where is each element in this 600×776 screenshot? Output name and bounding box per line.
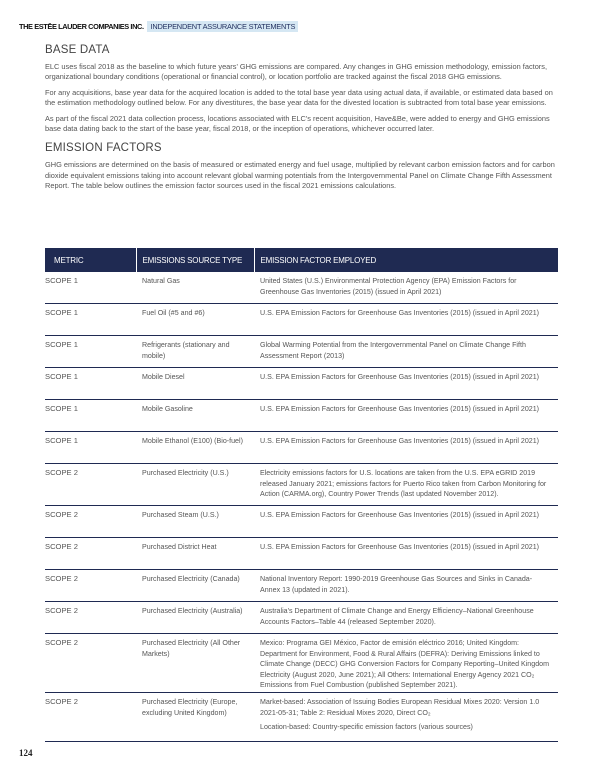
source-cell: [136, 336, 254, 368]
location-based-note: Location-based: Country-specific emission factors (various sources): [260, 723, 473, 731]
base-data-paragraph: ELC uses fiscal 2018 as the baseline to which future years' GHG emissions are compared. Any changes in GHG emission methodology, emission factors, organizational boundary conditions (operational or financial control), or location portfolio are tracked against the fiscal 2018 GHG emissions.: [45, 62, 548, 82]
source-cell: [136, 693, 254, 742]
factor-cell-text: Electricity emissions factors for U.S. locations are taken from the U.S. EPA eGRID 2019 released January 2021; emissions factors for Puerto Rico taken from Carbon Monitoring for Action (CARMA.org), Country Power Trends (last updated November 2012).: [260, 469, 547, 498]
factor-cell-text: U.S. EPA Emission Factors for Greenhouse Gas Inventories (2015) (issued in April 2021): [260, 543, 540, 551]
factor-cell-text: Global Warming Potential from the Intergovernmental Panel on Climate Change Fifth Assessment Report (2013): [260, 341, 526, 360]
source-cell-text: Refrigerants (stationary and mobile): [142, 341, 230, 360]
source-cell-text: Purchased District Heat: [142, 543, 217, 551]
metric-cell-text: SCOPE 1: [45, 372, 78, 381]
factor-cell: [254, 432, 558, 464]
metric-cell: [45, 602, 136, 634]
factor-cell-text: National Inventory Report: 1990-2019 Greenhouse Gas Sources and Sinks in Canada-Annex 13 (updated in 2021).: [260, 575, 533, 594]
source-cell: [136, 304, 254, 336]
section-label: INDEPENDENT ASSURANCE STATEMENTS: [147, 21, 298, 32]
metric-cell-text: SCOPE 1: [45, 276, 78, 285]
source-cell: [136, 400, 254, 432]
source-cell-text: Mobile Ethanol (E100) (Bio-fuel): [142, 437, 243, 445]
factor-cell-text: U.S. EPA Emission Factors for Greenhouse Gas Inventories (2015) (issued in April 2021): [260, 511, 540, 519]
table-header-row: [45, 248, 558, 272]
metric-cell: [45, 464, 136, 506]
metric-cell: [45, 336, 136, 368]
metric-cell-text: SCOPE 2: [45, 510, 78, 519]
base-data-paragraph: For any acquisitions, base year data for the acquired location is added to the total base year data using actual data, if available, or estimated data based on the estimation methodology outlined below. For any divestitures, the base year data for the divested location is subtracted from total base year emissions.: [45, 87, 553, 108]
metric-cell: [45, 538, 136, 570]
metric-cell: [45, 400, 136, 432]
metric-cell: [45, 272, 136, 304]
metric-cell-text: SCOPE 2: [45, 606, 78, 615]
table-row: [45, 538, 558, 570]
factor-cell: [254, 634, 558, 693]
source-cell-text: Purchased Electricity (Canada): [142, 575, 240, 583]
factor-cell: [254, 400, 558, 432]
metric-cell-text: SCOPE 1: [45, 308, 78, 317]
source-cell-text: Natural Gas: [142, 277, 180, 285]
column-header-source: EMISSIONS SOURCE TYPE: [136, 248, 254, 272]
table-row: [45, 570, 558, 602]
source-cell-text: Purchased Electricity (Europe, excluding United Kingdom): [142, 698, 238, 717]
table-row: [45, 464, 558, 506]
metric-cell-text: SCOPE 1: [45, 436, 78, 445]
page-number: 124: [19, 748, 33, 758]
factor-cell-text: United States (U.S.) Environmental Protection Agency (EPA) Emission Factors for Greenhouse Gas Inventories (2015) (issued in April 2021): [260, 277, 517, 296]
factor-cell: [254, 272, 558, 304]
source-cell-text: Mobile Diesel: [142, 373, 185, 381]
metric-cell-text: SCOPE 2: [45, 574, 78, 583]
factor-cell-text: U.S. EPA Emission Factors for Greenhouse Gas Inventories (2015) (issued in April 2021): [260, 373, 540, 381]
factor-cell: [254, 538, 558, 570]
factor-cell: [254, 570, 558, 602]
metric-cell: [45, 693, 136, 742]
metric-cell-text: SCOPE 1: [45, 340, 78, 349]
table-row: [45, 693, 558, 742]
metric-cell: [45, 432, 136, 464]
table-row: [45, 602, 558, 634]
factor-cell-text: Mexico: Programa GEI México, Factor de emisión eléctrico 2016; United Kingdom: Department for Environment, Food & Rural Affairs (DEFRA): Deriving Emissions linked to Climate Change (DECC) GHG Conversion Factors for Company Reporting–United Kingdom Electricity (August 2020, June 2021); All Others: International Energy Agency 2021 CO₂ Emissions from Fuel Combustion (published September 2021).: [260, 639, 549, 689]
source-cell: [136, 272, 254, 304]
table-row: [45, 336, 558, 368]
factor-cell-text: Australia's Department of Climate Change and Energy Efficiency–National Greenhouse Accounts Factors–Table 44 (released September 2020).: [260, 607, 534, 626]
metric-cell: [45, 634, 136, 693]
emission-factors-paragraph: GHG emissions are determined on the basis of measured or estimated energy and fuel usage, multiplied by relevant carbon emission factors and for carbon dioxide equivalent emissions taking into account relevant global warming potentials from the Intergovernmental Panel on Climate Change Fifth Assessment Report. The table below outlines the emission factor sources used in the fiscal 2021 emissions calculations.: [45, 160, 555, 191]
source-cell: [136, 634, 254, 693]
column-header-metric: METRIC: [45, 248, 136, 272]
source-cell: [136, 464, 254, 506]
metric-cell: [45, 570, 136, 602]
table-row: [45, 272, 558, 304]
source-cell-text: Purchased Electricity (Australia): [142, 607, 243, 615]
table-row: [45, 368, 558, 400]
table-row: [45, 400, 558, 432]
source-cell-text: Purchased Electricity (U.S.): [142, 469, 229, 477]
emission-factors-heading: EMISSION FACTORS: [45, 142, 162, 155]
page-header: [19, 22, 298, 31]
source-cell: [136, 602, 254, 634]
factor-cell: [254, 506, 558, 538]
metric-cell: [45, 368, 136, 400]
source-cell: [136, 432, 254, 464]
source-cell-text: Purchased Steam (U.S.): [142, 511, 219, 519]
source-cell: [136, 538, 254, 570]
table-row: [45, 634, 558, 693]
table-row: [45, 506, 558, 538]
factor-cell: [254, 304, 558, 336]
factor-cell: [254, 336, 558, 368]
factor-cell-text: Market-based: Association of Issuing Bodies European Residual Mixes 2020: Version 1.0 2021-05-31; Table 2: Residual Mixes 2020, Direct CO₂: [260, 698, 540, 717]
source-cell: [136, 570, 254, 602]
metric-cell-text: SCOPE 2: [45, 638, 78, 647]
base-data-paragraph: As part of the fiscal 2021 data collection process, locations associated with ELC's recent acquisition, Have&Be, were added to energy and GHG emissions base data dating back to the start of the base year, fiscal 2018, or the inception of operations, whichever occurred later.: [45, 113, 550, 134]
table-row: [45, 432, 558, 464]
column-header-factor: EMISSION FACTOR EMPLOYED: [254, 248, 558, 272]
metric-cell: [45, 304, 136, 336]
factor-cell: [254, 368, 558, 400]
factor-cell-text: U.S. EPA Emission Factors for Greenhouse Gas Inventories (2015) (issued in April 2021): [260, 309, 540, 317]
factor-cell: [254, 464, 558, 506]
source-cell: [136, 368, 254, 400]
emission-factors-table: [45, 248, 558, 742]
factor-cell-text: U.S. EPA Emission Factors for Greenhouse Gas Inventories (2015) (issued in April 2021): [260, 405, 540, 413]
table-row: [45, 304, 558, 336]
main-content: [45, 44, 560, 197]
metric-cell-text: SCOPE 2: [45, 542, 78, 551]
source-cell: [136, 506, 254, 538]
metric-cell: [45, 506, 136, 538]
source-cell-text: Purchased Electricity (All Other Markets): [142, 639, 241, 658]
factor-cell: [254, 602, 558, 634]
factor-cell-text: U.S. EPA Emission Factors for Greenhouse Gas Inventories (2015) (issued in April 2021): [260, 437, 540, 445]
factor-cell: [254, 693, 558, 742]
source-cell-text: Fuel Oil (#5 and #6): [142, 309, 205, 317]
metric-cell-text: SCOPE 2: [45, 697, 78, 706]
metric-cell-text: SCOPE 2: [45, 468, 78, 477]
base-data-heading: BASE DATA: [45, 44, 110, 56]
metric-cell-text: SCOPE 1: [45, 404, 78, 413]
source-cell-text: Mobile Gasoline: [142, 405, 193, 413]
company-name: THE ESTĒE LAUDER COMPANIES INC.: [19, 22, 144, 31]
